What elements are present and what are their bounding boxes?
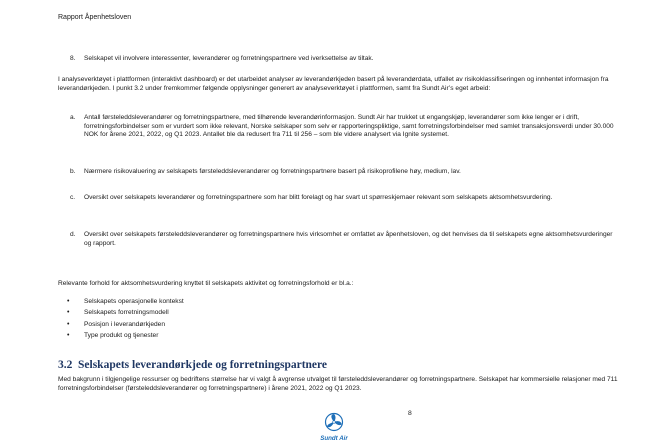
bullet-icon: •: [67, 309, 70, 317]
relevant-factors-list: [58, 296, 184, 341]
item-marker: d.: [70, 231, 76, 238]
section-body: Med bakgrunn i tilgjengelige ressurser og bedriftens størrelse har vi valgt å avgrense utvalget til førsteleddsleverandører og forretningspartnere. Selskapet har kommersielle relasjoner med 711 forretningsforbindelser (førsteleddsleverandører og forretningspartnere) i årene 2021, 2022 og Q1 2023.: [58, 376, 618, 392]
item-marker: 8.: [70, 55, 76, 62]
item-text: Antall førsteleddsleverandører og forretningspartnere, med tilhørende leverandørinformasjon. Sundt Air har trukket ut engangskjøp, leverandører som ikke lenger er i drift, forretningsforbindelser som er vurdert som ikke relevant, Norske selskaper som selv er rapporteringspliktige, samt forretningsforbindelser med samlet transaksjonsverdi under 30.000 NOK for årene 2021, 2022, og Q1 2023. Antallet ble da redusert fra 711 til 256 – som ble videre analysert via Ignite systemet.: [84, 114, 614, 139]
section-title: Selskapets leverandørkjede og forretningspartnere: [78, 359, 328, 371]
item-marker: a.: [70, 114, 76, 121]
item-marker: c.: [70, 194, 76, 201]
bullet-icon: •: [67, 298, 70, 305]
item-text: Oversikt over selskapets leverandører og forretningspartnere som har blitt forelagt og har svart ut spørreskjemaer relevant som selskapets aktsomhetsvurdering.: [84, 194, 553, 201]
logo-wordmark: Sundt Air: [320, 435, 348, 442]
page-number: 8: [408, 410, 412, 417]
bullet-icon: •: [67, 320, 70, 328]
item-text: Selskapet vil involvere interessenter, leverandører og forretningspartnere ved iverksettelse av tiltak.: [84, 55, 374, 62]
item-marker: b.: [70, 168, 76, 175]
running-header: Rapport Åpenhetsloven: [58, 14, 132, 21]
company-logo: [312, 412, 356, 445]
list-item: • Type produkt og tjenester: [58, 330, 184, 341]
list-item: • Posisjon i leverandørkjeden: [58, 319, 184, 330]
list-item: • Selskapets forretningsmodell: [58, 307, 184, 318]
item-text: Nærmere risikovaluering av selskapets førsteleddsleverandører og forretningspartnere basert på risikoprofilene høy, medium, lav.: [84, 168, 461, 175]
propeller-logo-icon: [312, 412, 356, 445]
item-text: Oversikt over selskapets førsteleddsleverandører og forretningspartnere hvis virksomhet er omfattet av åpenhetsloven, og det henvises da til selskapets egne aktsomhetsvurderinger og rapport.: [84, 231, 613, 247]
list-item: • Selskapets operasjonelle kontekst: [58, 296, 184, 307]
relevant-factors-intro: Relevante forhold for aktsomhetsvurdering knyttet til selskapets aktivitet og forretningsforhold er bl.a.:: [58, 280, 354, 287]
section-number: 3.2: [58, 359, 73, 371]
bullet-icon: •: [67, 331, 70, 339]
intro-paragraph: I analyseverktøyet i plattformen (interaktivt dashboard) er det utarbeidet analyser av leverandørkjeden basert på leverandørdata, utfallet av risikoklassifiseringen og innhentet informasjon fra leverandørkjeden. I punkt 3.2 under fremkommer følgende opplysninger generert av analyseverktøyet i plattformen, samt fra Sundt Air’s eget arbeid:: [58, 76, 609, 92]
section-heading: [58, 358, 327, 372]
